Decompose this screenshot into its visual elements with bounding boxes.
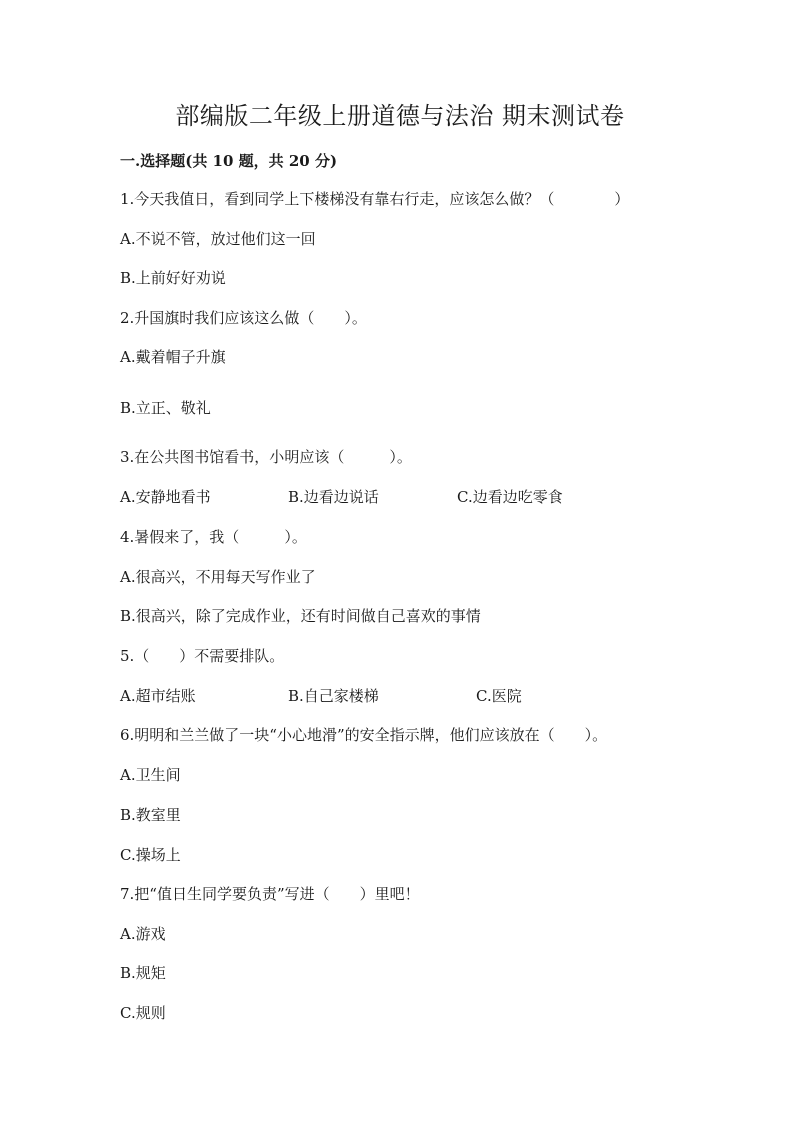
question-3-stem: 3.在公共图书馆看书，小明应该（ ）。 xyxy=(120,448,412,466)
question-1-option-a: A.不说不管，放过他们这一回 xyxy=(120,230,316,248)
question-4-option-b: B.很高兴，除了完成作业，还有时间做自己喜欢的事情 xyxy=(120,607,481,625)
question-6-option-a: A.卫生间 xyxy=(120,766,181,784)
question-1-stem: 1.今天我值日，看到同学上下楼梯没有靠右行走，应该怎么做？（ ） xyxy=(120,190,630,208)
section-heading: 一.选择题(共 10 题，共 20 分) xyxy=(120,152,338,170)
question-4-option-a: A.很高兴，不用每天写作业了 xyxy=(120,568,316,586)
question-4-stem: 4.暑假来了，我（ ）。 xyxy=(120,528,307,546)
question-6-stem: 6.明明和兰兰做了一块“小心地滑”的安全指示牌，他们应该放在（ ）。 xyxy=(120,726,608,744)
question-5-option-a: A.超市结账 xyxy=(120,687,196,705)
question-1-option-b: B.上前好好劝说 xyxy=(120,269,226,287)
question-7-option-b: B.规矩 xyxy=(120,964,166,982)
question-3-option-a: A.安静地看书 xyxy=(120,488,211,506)
question-6-option-b: B.教室里 xyxy=(120,806,181,824)
question-5-option-b: B.自己家楼梯 xyxy=(288,687,379,705)
question-5-stem: 5.（ ）不需要排队。 xyxy=(120,647,285,665)
question-2-stem: 2.升国旗时我们应该这么做（ ）。 xyxy=(120,309,367,327)
question-2-option-b: B.立正、敬礼 xyxy=(120,399,211,417)
question-7-stem: 7.把“值日生同学要负责”写进（ ）里吧！ xyxy=(120,885,420,903)
question-6-option-c: C.操场上 xyxy=(120,846,181,864)
question-3-option-b: B.边看边说话 xyxy=(288,488,379,506)
question-7-option-c: C.规则 xyxy=(120,1004,166,1022)
question-7-option-a: A.游戏 xyxy=(120,925,166,943)
question-3-option-c: C.边看边吃零食 xyxy=(457,488,563,506)
page-title: 部编版二年级上册道德与法治 期末测试卷 xyxy=(175,102,625,130)
question-2-option-a: A.戴着帽子升旗 xyxy=(120,348,226,366)
question-5-option-c: C.医院 xyxy=(476,687,522,705)
